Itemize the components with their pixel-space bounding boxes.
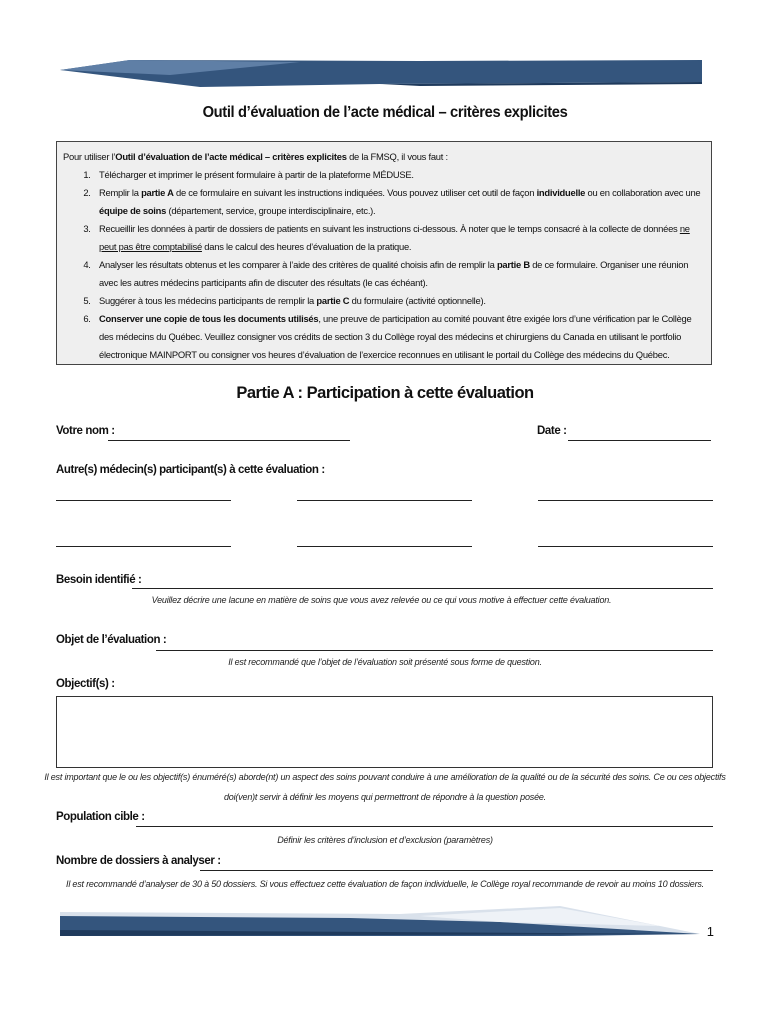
part-a-title: Partie A : Participation à cette évaluation: [236, 384, 534, 402]
instructions-box: [56, 141, 712, 365]
name-field[interactable]: [108, 440, 350, 441]
instruction-step: 1. Télécharger et imprimer le présent formulaire à partir de la plateforme MÉDUSE.: [93, 166, 703, 184]
population-field[interactable]: [136, 826, 713, 827]
other-physician-field-5[interactable]: [297, 546, 472, 547]
records-label: Nombre de dossiers à analyser :: [56, 855, 221, 867]
instructions-list: [63, 166, 703, 364]
instruction-step: 4. Analyser les résultats obtenus et les comparer à l’aide des critères de qualité choisis afin de remplir la partie B de ce formulaire. Organiser une réunion avec les autres médecins participants afin de discuter des résultats (le cas échéant).: [93, 256, 703, 292]
population-hint: Définir les critères d’inclusion et d’exclusion (paramètres): [277, 835, 493, 845]
document-title: Outil d’évaluation de l’acte médical – critères explicites: [202, 104, 568, 121]
other-physician-field-2[interactable]: [297, 500, 472, 501]
records-hint: Il est recommandé d’analyser de 30 à 50 dossiers. Si vous effectuez cette évaluation de façon individuelle, le Collège royal recommande de revoir au moins 10 dossiers.: [66, 879, 704, 889]
footer-banner: [0, 900, 770, 950]
instructions-lead: Pour utiliser l’Outil d’évaluation de l’acte médical – critères explicites de la FMSQ, il vous faut :: [63, 151, 448, 162]
instruction-step: 2. Remplir la partie A de ce formulaire en suivant les instructions indiquées. Vous pouvez utiliser cet outil de façon individuelle ou en collaboration avec une équipe de soins (département, service, groupe interdisciplinaire, etc.).: [93, 184, 703, 220]
date-field[interactable]: [568, 440, 711, 441]
page-number: 1: [706, 924, 714, 939]
objectives-textarea[interactable]: [56, 696, 713, 768]
population-label: Population cible :: [56, 811, 145, 823]
objectives-label: Objectif(s) :: [56, 678, 115, 690]
instruction-step: 6. Conserver une copie de tous les documents utilisés, une preuve de participation au comité pouvant être exigée lors d’une vérification par le Collège des médecins du Québec. Veuillez consigner vos crédits de section 3 du Collège royal des médecins et chirurgiens du Canada en utilisant le portfolio électronique MAINPORT ou consigner vos heures d’évaluation de l’exercice reconnues en utilisant le portail du Collège des médecins du Québec.: [93, 310, 703, 364]
other-physicians-label: Autre(s) médecin(s) participant(s) à cette évaluation :: [56, 464, 325, 476]
instruction-step: 3. Recueillir les données à partir de dossiers de patients en suivant les instructions ci-dessous. À noter que le temps consacré à la collecte de données ne peut pas être comptabilisé dans le calcul des heures d’évaluation de la pratique.: [93, 220, 703, 256]
other-physician-field-1[interactable]: [56, 500, 231, 501]
need-hint: Veuillez décrire une lacune en matière de soins que vous avez relevée ou ce qui vous motive à effectuer cette évaluation.: [151, 595, 612, 605]
other-physician-field-4[interactable]: [56, 546, 231, 547]
need-label: Besoin identifié :: [56, 574, 142, 586]
need-field[interactable]: [132, 588, 713, 589]
objectives-hint-line-2: doi(ven)t servir à définir les moyens qui permettront de répondre à la question posée.: [224, 792, 546, 802]
name-label: Votre nom :: [56, 425, 115, 437]
date-label: Date :: [537, 425, 567, 437]
object-label: Objet de l’évaluation :: [56, 634, 167, 646]
object-field[interactable]: [156, 650, 713, 651]
header-banner: [0, 0, 770, 100]
other-physician-field-6[interactable]: [538, 546, 713, 547]
objectives-hint-line-1: Il est important que le ou les objectif(s) énuméré(s) aborde(nt) un aspect des soins pouvant conduire à une amélioration de la qualité ou de la sécurité des soins. Ce ou ces objectifs: [44, 772, 726, 782]
object-hint: Il est recommandé que l’objet de l’évaluation soit présenté sous forme de question.: [228, 657, 542, 667]
records-field[interactable]: [200, 870, 713, 871]
other-physician-field-3[interactable]: [538, 500, 713, 501]
instruction-step: 5. Suggérer à tous les médecins participants de remplir la partie C du formulaire (activité optionnelle).: [93, 292, 703, 310]
